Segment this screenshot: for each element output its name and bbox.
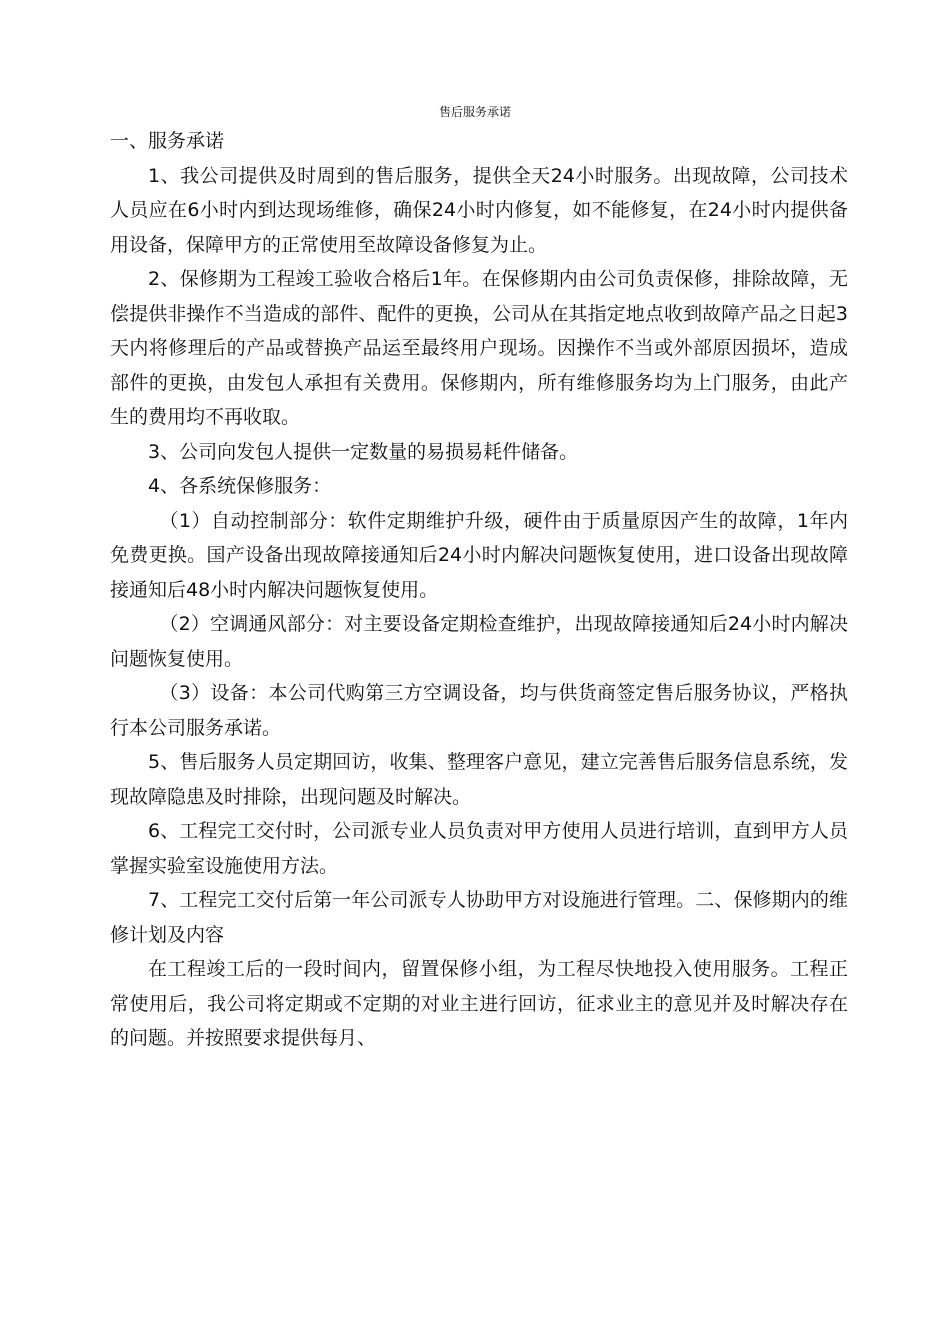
section-heading-service-commitment: 一、服务承诺 — [110, 130, 225, 152]
paragraph-item-5: 5、售后服务人员定期回访，收集、整理客户意见，建立完善售后服务信息系统，发现故障隐患及时排除，出现问题及时解决。 — [110, 751, 848, 808]
paragraph-maintenance-plan: 在工程竣工后的一段时间内，留置保修小组，为工程尽快地投入使用服务。工程正常使用后，我公司将定期或不定期的对业主进行回访，征求业主的意见并及时解决存在的问题。并按照要求提供每月、 — [110, 958, 848, 1049]
paragraph-subitem-2: （2）空调通风部分：对主要设备定期检查维护，出现故障接通知后24小时内解决问题恢复使用。 — [110, 613, 848, 670]
paragraph-item-3: 3、公司向发包人提供一定数量的易损易耗件储备。 — [148, 440, 579, 463]
paragraph-item-4: 4、各系统保修服务： — [148, 475, 332, 497]
paragraph-item-1: 1、我公司提供及时周到的售后服务，提供全天24小时服务。出现故障，公司技术人员应在6小时内到达现场维修，确保24小时内修复，如不能修复，在24小时内提供备用设备，保障甲方的正常使用至故障设备修复为止。 — [110, 164, 848, 256]
paragraph-item-7: 7、工程完工交付后第一年公司派专人协助甲方对设施进行管理。二、保修期内的维修计划及内容 — [110, 889, 848, 946]
paragraph-subitem-1: （1）自动控制部分：软件定期维护升级，硬件由于质量原因产生的故障，1年内免费更换。国产设备出现故障接通知后24小时内解决问题恢复使用，进口设备出现故障接通知后48小时内解决问题恢复使用。 — [110, 509, 848, 601]
paragraph-item-6: 6、工程完工交付时，公司派专业人员负责对甲方使用人员进行培训，直到甲方人员掌握实验室设施使用方法。 — [110, 820, 848, 877]
document-title: 售后服务承诺 — [438, 105, 511, 119]
document-body — [110, 124, 848, 1056]
paragraph-item-2: 2、保修期为工程竣工验收合格后1年。在保修期内由公司负责保修，排除故障，无偿提供非操作不当造成的部件、配件的更换，公司从在其指定地点收到故障产品之日起3天内将修理后的产品或替换产品运至最终用户现场。因操作不当或外部原因损坏，造成部件的更换，由发包人承担有关费用。保修期内，所有维修服务均为上门服务，由此产生的费用均不再收取。 — [110, 268, 848, 428]
paragraph-subitem-3: （3）设备：本公司代购第三方空调设备，均与供货商签定售后服务协议，严格执行本公司服务承诺。 — [110, 682, 848, 739]
